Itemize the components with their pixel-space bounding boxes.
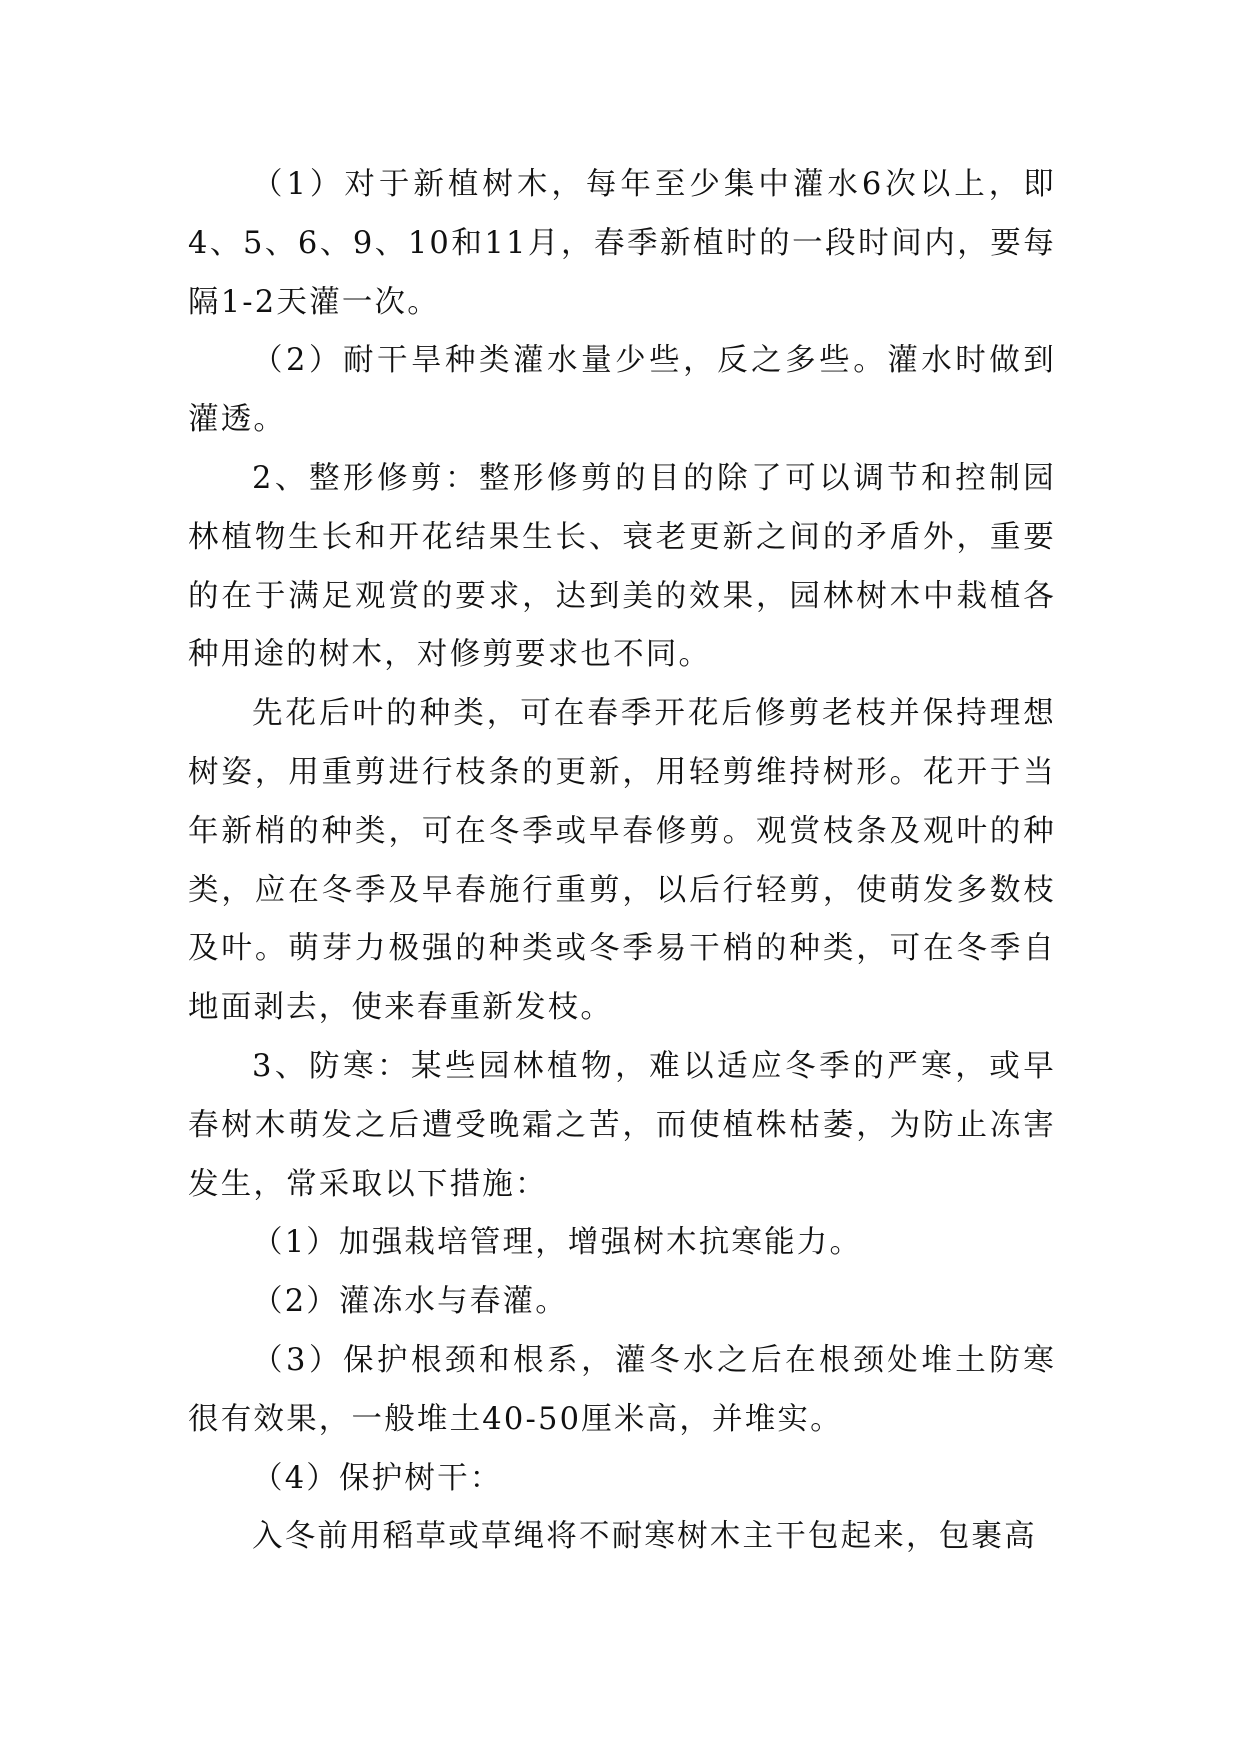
- paragraph-cold-measure-2: （2）灌冻水与春灌。: [252, 1284, 568, 1320]
- paragraph-cold-measure-1: （1）加强栽培管理，增强树木抗寒能力。: [252, 1225, 863, 1261]
- document-body: [188, 156, 1056, 1567]
- paragraph-cold-measure-3: （3）保护根颈和根系，灌冬水之后在根颈处堆土防寒很有效果，一般堆土40-50厘米高，并堆实。: [188, 1342, 1056, 1437]
- paragraph-drought-tolerant: （2）耐干旱种类灌水量少些，反之多些。灌水时做到灌透。: [188, 343, 1056, 438]
- paragraph-trunk-wrapping: 入冬前用稻草或草绳将不耐寒树木主干包起来，包裹高: [252, 1519, 1037, 1555]
- paragraph-pruning-intro: 2、整形修剪：整形修剪的目的除了可以调节和控制园林植物生长和开花结果生长、衰老更新之间的矛盾外，重要的在于满足观赏的要求，达到美的效果，园林树木中栽植各种用途的树木，对修剪要求也不同。: [188, 460, 1056, 673]
- paragraph-cold-protection-intro: 3、防寒：某些园林植物，难以适应冬季的严寒，或早春树木萌发之后遭受晚霜之苦，而使植株枯萎，为防止冻害发生，常采取以下措施：: [188, 1048, 1056, 1202]
- paragraph-pruning-methods: 先花后叶的种类，可在春季开花后修剪老枝并保持理想树姿，用重剪进行枝条的更新，用轻剪维持树形。花开于当年新梢的种类，可在冬季或早春修剪。观赏枝条及观叶的种类，应在冬季及早春施行重剪，以后行轻剪，使萌发多数枝及叶。萌芽力极强的种类或冬季易干梢的种类，可在冬季自地面剥去，使来春重新发枝。: [188, 696, 1056, 1026]
- paragraph-watering-new-trees: （1）对于新植树木，每年至少集中灌水6次以上，即4、5、6、9、10和11月，春季新植时的一段时间内，要每隔1-2天灌一次。: [188, 167, 1056, 320]
- paragraph-cold-measure-4: （4）保护树干：: [252, 1460, 503, 1496]
